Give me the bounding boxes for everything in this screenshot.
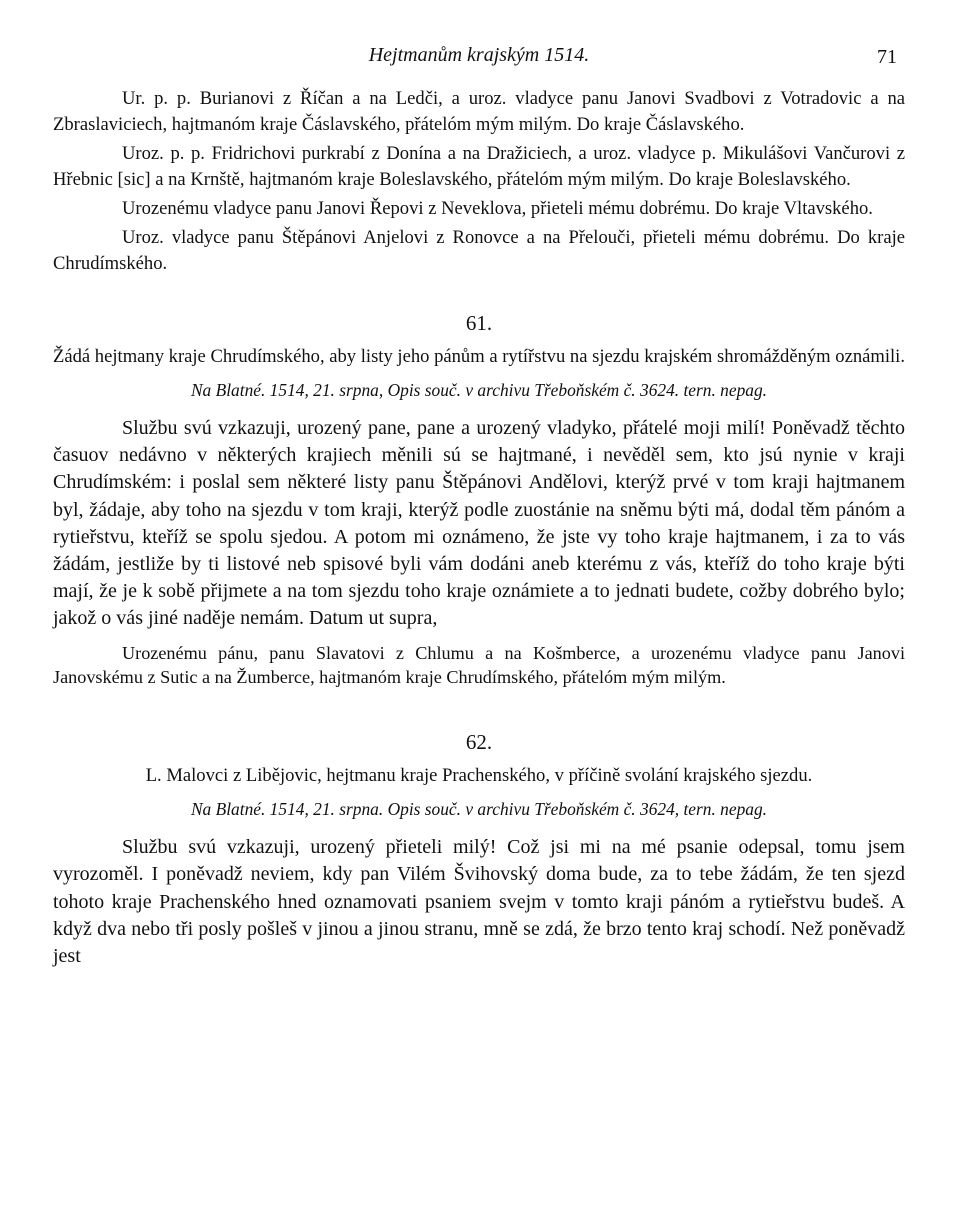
document-number: 61. [465, 311, 493, 335]
address-paragraph: Ur. p. p. Burianovi z Říčan a na Ledči, a uroz. vladyce panu Janovi Svadbovi z Votradovic a na Zbraslaviciech, hajtmanóm kraje Čáslavského, přátelóm mým milým. Do kraje Čáslavského. [53, 88, 905, 135]
running-title: Hejtmanům krajským 1514. [368, 44, 590, 66]
letter-address: Urozenému pánu, panu Slavatovi z Chlumu a na Košmberce, a urozenému vladyce panu Janovi Janovskému z Sutic a na Žumberce, hajtmanóm kraje Chrudímského, přátelóm mým milým. [53, 642, 905, 688]
address-list [53, 86, 905, 277]
document-regest: L. Malovci z Libějovic, hejtmanu kraje Prachenského, v příčině svolání krajského sjezdu. [145, 765, 813, 787]
document-source: Na Blatné. 1514, 21. srpna. Opis souč. v archivu Třeboňském č. 3624, tern. nepag. [190, 799, 768, 820]
running-head [53, 36, 905, 76]
document-regest: Žádá hejtmany kraje Chrudímského, aby listy jeho pánům a rytířstvu na sjezdu krajském shromážděným oznámili. [53, 346, 905, 367]
letter-text: Službu svú vzkazuji, urozený přieteli milý! Což jsi mi na mé psanie odepsal, tomu jsem vyrozoměl. I poněvadž neviem, kdy pan Vilém Švihovský doma bude, za to tebe žádám, že ten sjezd tohoto kraje Prachenského hned oznamovati psaniem svejm v tomto kraji pánóm a rytieřstvu budeš. A když dva nebo tři posly pošleš v jinou a jinou stranu, mně se zdá, že brzo tento kraj schodí. Než poněvadž jest [53, 836, 905, 968]
address-paragraph: Urozenému vladyce panu Janovi Řepovi z Neveklova, přieteli mému dobrému. Do kraje Vltavského. [122, 198, 873, 219]
address-paragraph: Uroz. vladyce panu Štěpánovi Anjelovi z Ronovce a na Přelouči, přieteli mému dobrému. Do kraje Chrudímského. [53, 227, 905, 274]
document-number: 62. [465, 730, 493, 755]
letter-text: Službu svú vzkazuji, urozený pane, pane a urozený vladyko, přátelé moji milí! Poněvadž těchto časuov nedávno v některých krajiech měnili sú se hajtmané, i nevěděl sem, kto jsú nynie v kraji Chrudímském: i poslal sem některé listy panu Štěpánovi Andělovi, kterýž prvé v tom kraji hajtmanem byl, žádaje, aby toho na sjezdu v tom kraji, kterýž podle zuostánie na sněmu býti má, dodal těm pánóm a rytieřstvu, kteříž se spolu sjedou. A potom mi oznámeno, že jste vy toho kraje hajtmanem, i za to vás žádám, jestliže by ti listové neb spisové byli vám dodáni aneb kterému z vás, kteříž do toho kraje býti mají, že je k sobě přijmete a na tom sjezdu toho kraje oznámiete a to jednati budete, cožby dobrého bylo; jakož o vás jiné naděje nemám. Datum ut supra, [53, 417, 905, 630]
document-source: Na Blatné. 1514, 21. srpna, Opis souč. v archivu Třeboňském č. 3624. tern. nepag. [190, 380, 768, 400]
address-paragraph: Uroz. p. p. Fridrichovi purkrabí z Donína a na Dražiciech, a uroz. vladyce p. Mikulášovi Vančurovi z Hřebnic [sic] a na Krnště, hajtmanóm kraje Boleslavského, přátelóm mým milým. Do kraje Boleslavského. [53, 143, 905, 190]
page-number: 71 [877, 46, 897, 68]
book-page [53, 36, 905, 970]
document-62 [53, 730, 905, 970]
document-61 [53, 311, 905, 690]
